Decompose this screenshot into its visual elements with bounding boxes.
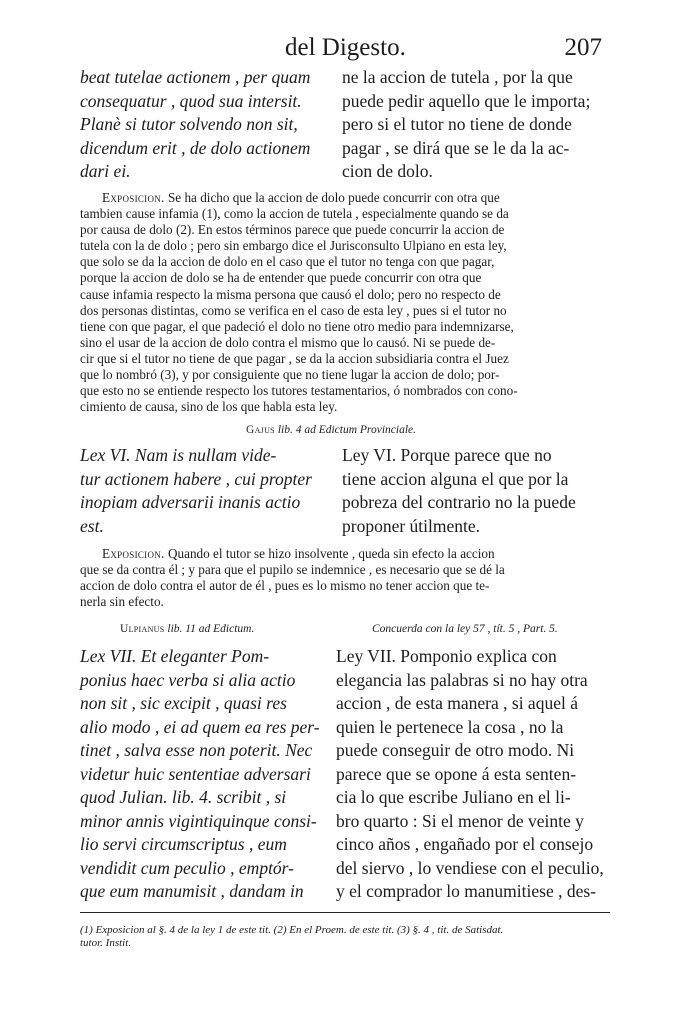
text-line: bro quarto : Si el menor de veinte y bbox=[336, 810, 584, 831]
text-line: est. bbox=[80, 515, 104, 536]
text-line: pero si el tutor no tiene de donde bbox=[342, 114, 572, 134]
text-line: pobreza del contrario no la puede bbox=[342, 492, 576, 512]
text-line: porque la accion de dolo se ha de entender que puede concurrir con otra que bbox=[80, 270, 482, 286]
exposicion-label: Exposicion. bbox=[102, 546, 165, 561]
text-line: tur actionem habere , cui propter bbox=[80, 468, 312, 489]
text-line: minor annis vigintiquinque consi- bbox=[80, 810, 317, 831]
text-line: lio servi circumscriptus , eum bbox=[80, 834, 287, 854]
text-line: por causa de dolo (2). En estos términos parece que puede concurrir la accion de bbox=[80, 222, 505, 238]
text-line: Se ha dicho que la accion de dolo puede concurrir con otra que bbox=[167, 190, 500, 205]
text-line: que esto no se entiende respecto los tutores testamentarios, ó nombrados con cono- bbox=[80, 383, 518, 399]
text-line: tutela con la de dolo ; pero sin embargo dice el Jurisconsulto Ulpiano en esta ley, bbox=[80, 238, 507, 254]
text-line: puede conseguir de otro modo. Ni bbox=[336, 740, 575, 760]
latin-column-lex7 bbox=[80, 645, 325, 904]
text-line: sino el usar de la accion de dolo contra el mismo que lo causó. Ni se puede de- bbox=[80, 334, 496, 350]
citation-text: lib. 4 ad Edictum Provinciale. bbox=[277, 424, 416, 436]
text-line: puede pedir aquello que le importa; bbox=[342, 90, 591, 111]
text-line: accion , de esta manera , si aquel á bbox=[336, 693, 578, 713]
text-line: quod Julian. lib. 4. scribit , si bbox=[80, 787, 287, 807]
footnote-line: tutor. Instit. bbox=[80, 937, 132, 949]
page-number: 207 bbox=[564, 34, 602, 61]
text-line: parece que se opone á esta senten- bbox=[336, 763, 577, 784]
latin-column-lex6 bbox=[80, 444, 325, 538]
text-line: y el comprador lo manumitiese , des- bbox=[336, 881, 596, 901]
citation-text: lib. 11 ad Edictum. bbox=[167, 623, 255, 635]
text-line: Quando el tutor se hizo insolvente , queda sin efecto la accion bbox=[167, 546, 495, 561]
text-line: del siervo , lo vendiese con el peculio, bbox=[336, 857, 604, 878]
text-line: dicendum erit , de dolo actionem bbox=[80, 137, 311, 158]
spanish-column-lex7 bbox=[336, 645, 616, 904]
text-line: beat tutelae actionem , per quam bbox=[80, 67, 311, 87]
text-line: cia lo que escribe Juliano en el li- bbox=[336, 787, 571, 807]
text-line: dari ei. bbox=[80, 161, 131, 181]
text-line: cinco años , engañado por el consejo bbox=[336, 834, 594, 854]
text-line: Planè si tutor solvendo non sit, bbox=[80, 114, 298, 134]
text-line: cause infamia respecto la misma persona que causó el dolo; pero no respecto de bbox=[80, 286, 501, 302]
text-line: que eum manumisit , dandam in bbox=[80, 881, 304, 901]
text-line: ponius haec verba si alia actio bbox=[80, 669, 296, 690]
text-line: tiene con que pagar, el que padeció el dolo no tiene otro medio para indemnizarse, bbox=[80, 318, 514, 334]
text-line: dos personas distintas, como se verifica en el caso de esta ley , pues si el tutor no bbox=[80, 302, 507, 318]
text-line: que lo nombró (3), y por consiguiente que no tiene lugar la accion de dolo; por- bbox=[80, 367, 500, 383]
exposicion-paragraph-2 bbox=[80, 546, 610, 610]
text-line: nerla sin efecto. bbox=[80, 594, 164, 610]
concordance-citation bbox=[372, 623, 558, 635]
source-citation bbox=[246, 424, 416, 436]
text-line: que solo se da la accion de dolo en el caso que el tutor no tenga con que pagar, bbox=[80, 254, 495, 270]
running-title: del Digesto. bbox=[285, 34, 406, 61]
text-line: inopiam adversarii inanis actio bbox=[80, 492, 301, 512]
footnote-rule bbox=[80, 912, 610, 913]
exposicion-label: Exposicion. bbox=[102, 190, 165, 205]
source-citation bbox=[120, 623, 254, 635]
exposicion-paragraph-1 bbox=[80, 190, 610, 415]
text-line: cir que si el tutor no tiene de que pagar , se da la accion subsidiaria contra el Juez bbox=[80, 350, 509, 366]
text-line: alio modo , ei ad quem ea res per- bbox=[80, 716, 320, 737]
text-line: accion de dolo contra el autor de él , pues es lo mismo no tener accion que te- bbox=[80, 578, 490, 594]
text-line: ne la accion de tutela , por la que bbox=[342, 67, 573, 87]
text-line: quien le pertenece la cosa , no la bbox=[336, 716, 564, 737]
spanish-column-block1 bbox=[342, 66, 617, 184]
footnote-line: (1) Exposicion al §. 4 de la ley 1 de este tit. (2) En el Proem. de este tit. (3) §. 4 , tit. de Satisdat. bbox=[80, 924, 504, 936]
text-line: non sit , sic excipit , quasi res bbox=[80, 693, 287, 713]
text-line: pagar , se dirá que se le da la ac- bbox=[342, 137, 570, 158]
text-line: Lex VII. Et eleganter Pom- bbox=[80, 646, 270, 666]
text-line: que se da contra él ; y para que el pupilo se indemnice , es necesario que se dé la bbox=[80, 562, 505, 578]
text-line: Ley VII. Pomponio explica con bbox=[336, 646, 557, 666]
text-line: elegancia las palabras si no hay otra bbox=[336, 669, 588, 690]
citation-author: Ulpianus bbox=[120, 623, 165, 635]
footnotes bbox=[80, 924, 620, 950]
running-header bbox=[0, 34, 682, 64]
text-line: vendidit cum peculio , emptór- bbox=[80, 857, 294, 878]
text-line: cimiento de causa, sino de los que habla esta ley. bbox=[80, 399, 338, 415]
text-line: Lex VI. Nam is nullam vide- bbox=[80, 445, 277, 465]
text-line: cion de dolo. bbox=[342, 161, 433, 181]
spanish-column-lex6 bbox=[342, 444, 617, 538]
text-line: Ley VI. Porque parece que no bbox=[342, 445, 552, 465]
latin-column-block1 bbox=[80, 66, 325, 184]
citation-author: Gajus bbox=[246, 424, 275, 436]
citation-text: Concuerda con la ley 57 , tít. 5 , Part. 5. bbox=[372, 623, 558, 635]
text-line: tiene accion alguna el que por la bbox=[342, 468, 569, 489]
text-line: consequatur , quod sua intersit. bbox=[80, 90, 302, 111]
text-line: proponer útilmente. bbox=[342, 515, 481, 536]
text-line: videtur huic sententiae adversari bbox=[80, 763, 311, 784]
text-line: tinet , salva esse non poterit. Nec bbox=[80, 740, 313, 760]
text-line: tambien cause infamia (1), como la accion de tutela , especialmente quando se da bbox=[80, 206, 509, 222]
